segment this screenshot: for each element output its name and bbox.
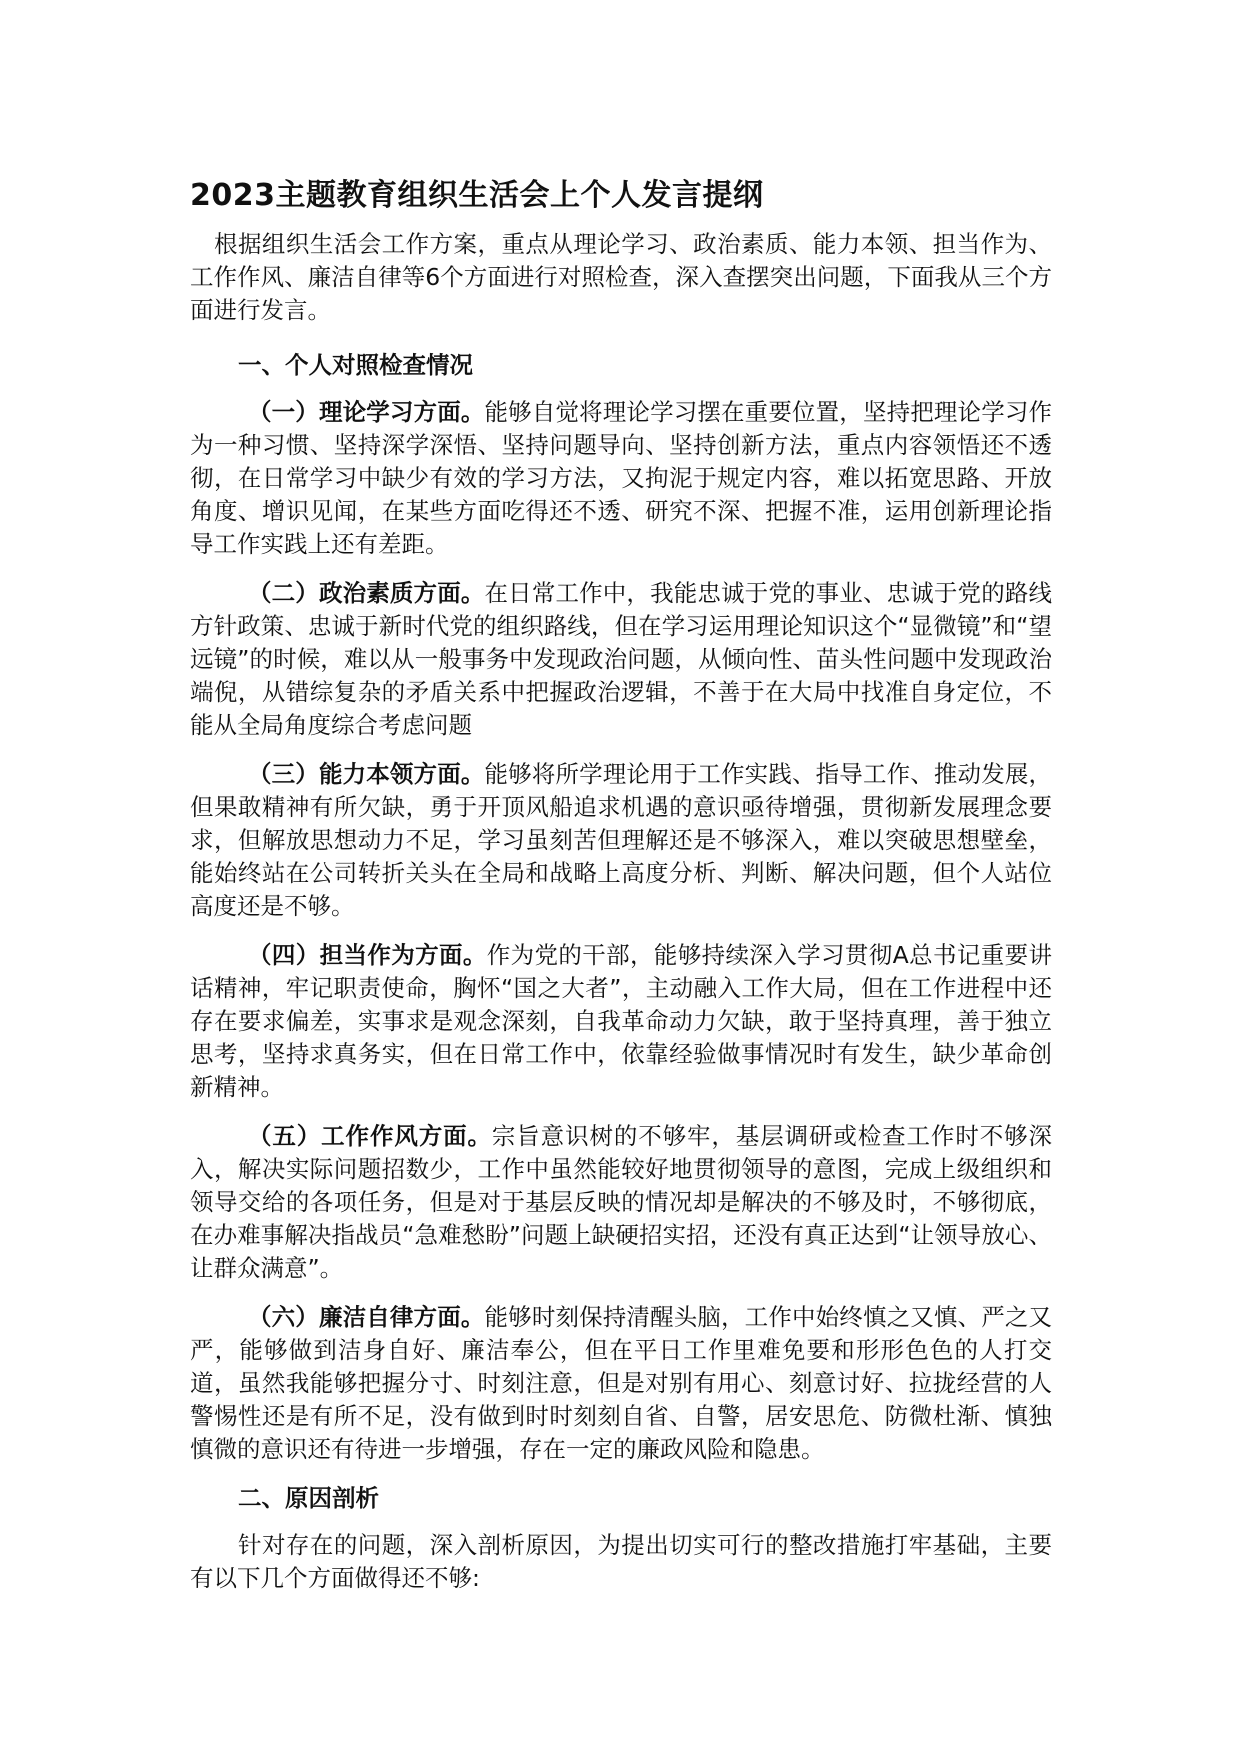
item-body: 在日常工作中，我能忠诚于党的事业、忠诚于党的路线方针政策、忠诚于新时代党的组织路线，但在学习运用理论知识这个“显微镜”和“望远镜”的时候，难以从一般事务中发现政治问题，从倾向性、苗头性问题中发现政治端倪，从错综复杂的矛盾关系中把握政治逻辑，不善于在大局中找准自身定位，不能从全局角度综合考虑问题 (190, 579, 1052, 739)
item-body: 作为党的干部，能够持续深入学习贯彻A总书记重要讲话精神，牢记职责使命，胸怀“国之大者”，主动融入工作大局，但在工作进程中还存在要求偏差，实事求是观念深刻，自我革命动力欠缺，敢于坚持真理，善于独立思考，坚持求真务实，但在日常工作中，依靠经验做事情况时有发生，缺少革命创新精神。 (190, 941, 1052, 1101)
item-lead: （五）工作作风方面。 (248, 1122, 492, 1150)
item-political-quality (190, 577, 1052, 742)
section-heading-cause-analysis: 二、原因剖析 (238, 1484, 379, 1512)
item-body: 能够将所学理论用于工作实践、指导工作、推动发展，但果敢精神有所欠缺，勇于开顶风船追求机遇的意识亟待增强，贯彻新发展理念要求，但解放思想动力不足，学习虽刻苦但理解还是不够深入，难以突破思想壁垒，能始终站在公司转折关头在全局和战略上高度分析、判断、解决问题，但个人站位高度还是不够。 (190, 760, 1052, 920)
item-work-style (190, 1120, 1052, 1285)
item-body: 能够时刻保持清醒头脑，工作中始终慎之又慎、严之又严，能够做到洁身自好、廉洁奉公，但在平日工作里难免要和形形色色的人打交道，虽然我能够把握分寸、时刻注意，但是对别有用心、刻意讨好、拉拢经营的人警惕性还是有所不足，没有做到时时刻刻自省、自警，居安思危、防微杜渐、慎独慎微的意识还有待进一步增强，存在一定的廉政风险和隐患。 (190, 1303, 1052, 1463)
item-body: 宗旨意识树的不够牢，基层调研或检查工作时不够深入，解决实际问题招数少，工作中虽然能较好地贯彻领导的意图，完成上级组织和领导交给的各项任务，但是对于基层反映的情况却是解决的不够及时，不够彻底，在办难事解决指战员“急难愁盼”问题上缺硬招实招，还没有真正达到“让领导放心、让群众满意”。 (190, 1122, 1052, 1282)
item-lead: （四）担当作为方面。 (248, 941, 487, 969)
item-lead: （二）政治素质方面。 (248, 579, 485, 607)
section-heading-self-check: 一、个人对照检查情况 (238, 351, 473, 379)
item-theory-study (190, 396, 1052, 561)
item-integrity (190, 1301, 1052, 1466)
intro-paragraph: 根据组织生活会工作方案，重点从理论学习、政治素质、能力本领、担当作为、工作作风、廉洁自律等6个方面进行对照检查，深入查摆突出问题，下面我从三个方面进行发言。 (190, 230, 1052, 324)
item-responsibility (190, 939, 1052, 1104)
document-page (190, 176, 1052, 1595)
item-lead: （六）廉洁自律方面。 (248, 1303, 485, 1331)
item-body: 能够自觉将理论学习摆在重要位置，坚持把理论学习作为一种习惯、坚持深学深悟、坚持问题导向、坚持创新方法，重点内容领悟还不透彻，在日常学习中缺少有效的学习方法，又拘泥于规定内容，难以拓宽思路、开放角度、增识见闻，在某些方面吃得还不透、研究不深、把握不准，运用创新理论指导工作实践上还有差距。 (190, 398, 1052, 558)
item-lead: （一）理论学习方面。 (248, 398, 485, 426)
document-title: 2023主题教育组织生活会上个人发言提纲 (190, 178, 764, 213)
item-ability (190, 758, 1052, 923)
item-lead: （三）能力本领方面。 (248, 760, 485, 788)
cause-analysis-paragraph: 针对存在的问题，深入剖析原因，为提出切实可行的整改措施打牢基础，主要有以下几个方面做得还不够: (190, 1531, 1052, 1592)
